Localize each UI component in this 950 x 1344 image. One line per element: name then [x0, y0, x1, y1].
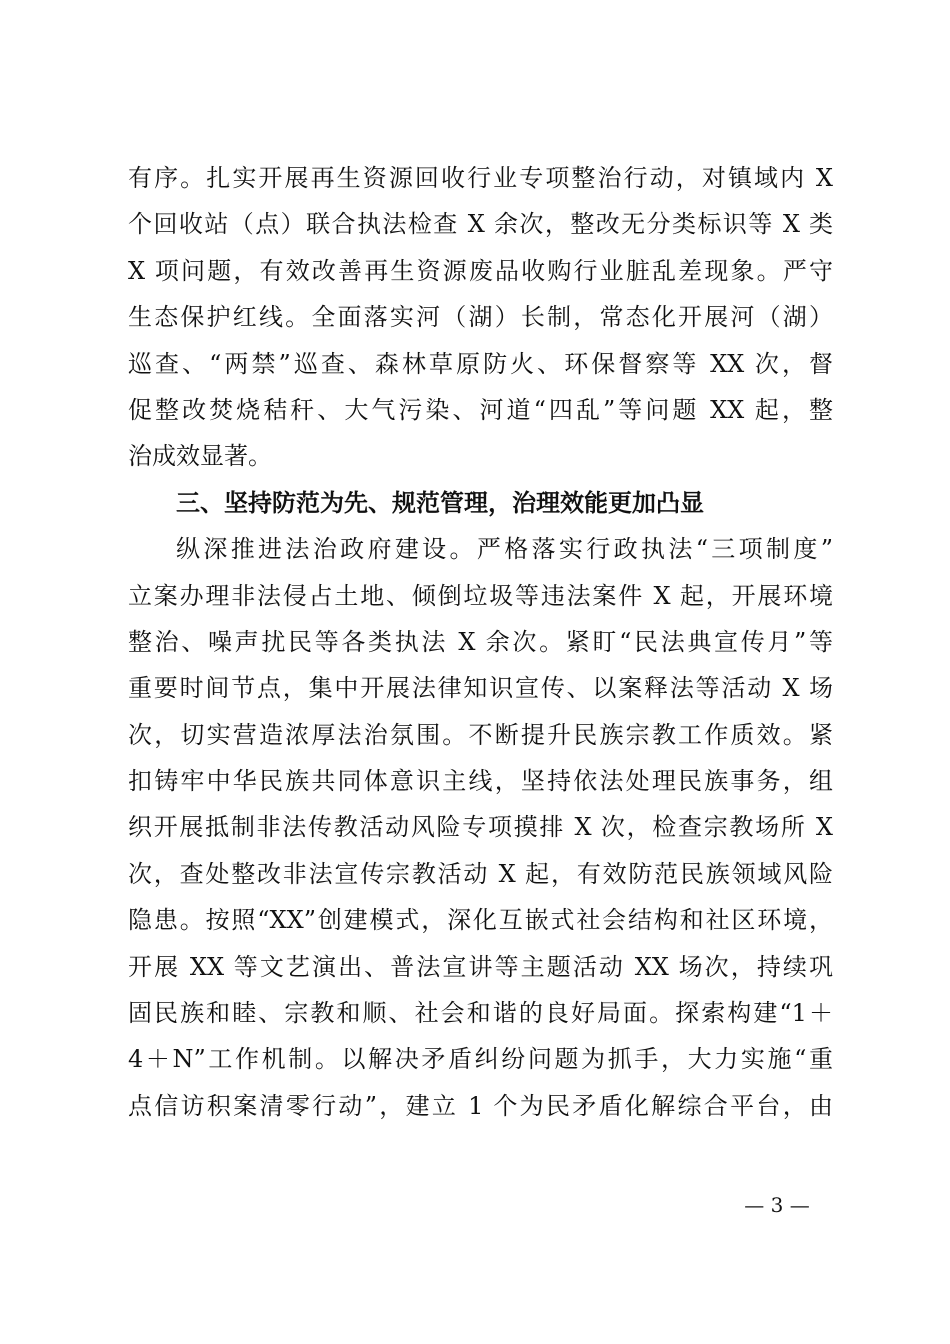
paragraph-line: 织开展抵制非法传教活动风险专项摸排 X 次，检查宗教场所 X [128, 813, 833, 842]
paragraph-2 [128, 526, 833, 1129]
paragraph-line: 次，查处整改非法宣传宗教活动 X 起，有效防范民族领域风险 [128, 859, 833, 888]
page-number: — 3 — [744, 1193, 810, 1217]
paragraph-line: 个回收站（点）联合执法检查 X 余次，整改无分类标识等 X 类 [128, 210, 833, 239]
paragraph-line: 次，切实营造浓厚法治氛围。不断提升民族宗教工作质效。紧 [128, 720, 833, 749]
paragraph-line: 巡查、“两禁”巡查、森林草原防火、环保督察等 XX 次，督 [128, 349, 833, 378]
paragraph-line: 整治、噪声扰民等各类执法 X 余次。紧盯“民法典宣传月”等 [128, 627, 833, 656]
paragraph-1 [128, 155, 833, 480]
paragraph-line: 有序。扎实开展再生资源回收行业专项整治行动，对镇域内 X [128, 164, 833, 192]
paragraph-line: 立案办理非法侵占土地、倾倒垃圾等违法案件 X 起，开展环境 [128, 581, 833, 610]
paragraph-line: 开展 XX 等文艺演出、普法宣讲等主题活动 XX 场次，持续巩 [128, 952, 833, 981]
paragraph-line: 4＋N”工作机制。以解决矛盾纠纷问题为抓手，大力实施“重 [128, 1045, 833, 1074]
document-body [128, 155, 833, 1129]
paragraph-line: 隐患。按照“XX”创建模式，深化互嵌式社会结构和社区环境， [128, 906, 833, 935]
paragraph-line: 扣铸牢中华民族共同体意识主线，坚持依法处理民族事务，组 [128, 767, 833, 796]
paragraph-line: 促整改焚烧秸秆、大气污染、河道“四乱”等问题 XX 起，整 [128, 395, 833, 424]
paragraph-line: 纵深推进法治政府建设。严格落实行政执法“三项制度” [176, 535, 833, 564]
paragraph-line: X 项问题，有效改善再生资源废品收购行业脏乱差现象。严守 [128, 256, 833, 285]
paragraph-line: 生态保护红线。全面落实河（湖）长制，常态化开展河（湖） [128, 303, 833, 332]
section-heading: 三、坚持防范为先、规范管理，治理效能更加凸显 [176, 488, 704, 517]
paragraph-line: 治成效显著。 [128, 442, 272, 471]
paragraph-line: 点信访积案清零行动”，建立 1 个为民矛盾化解综合平台，由 [128, 1091, 833, 1120]
paragraph-line: 重要时间节点，集中开展法律知识宣传、以案释法等活动 X 场 [128, 674, 833, 703]
paragraph-line: 固民族和睦、宗教和顺、社会和谐的良好局面。探索构建“1＋ [128, 999, 833, 1028]
